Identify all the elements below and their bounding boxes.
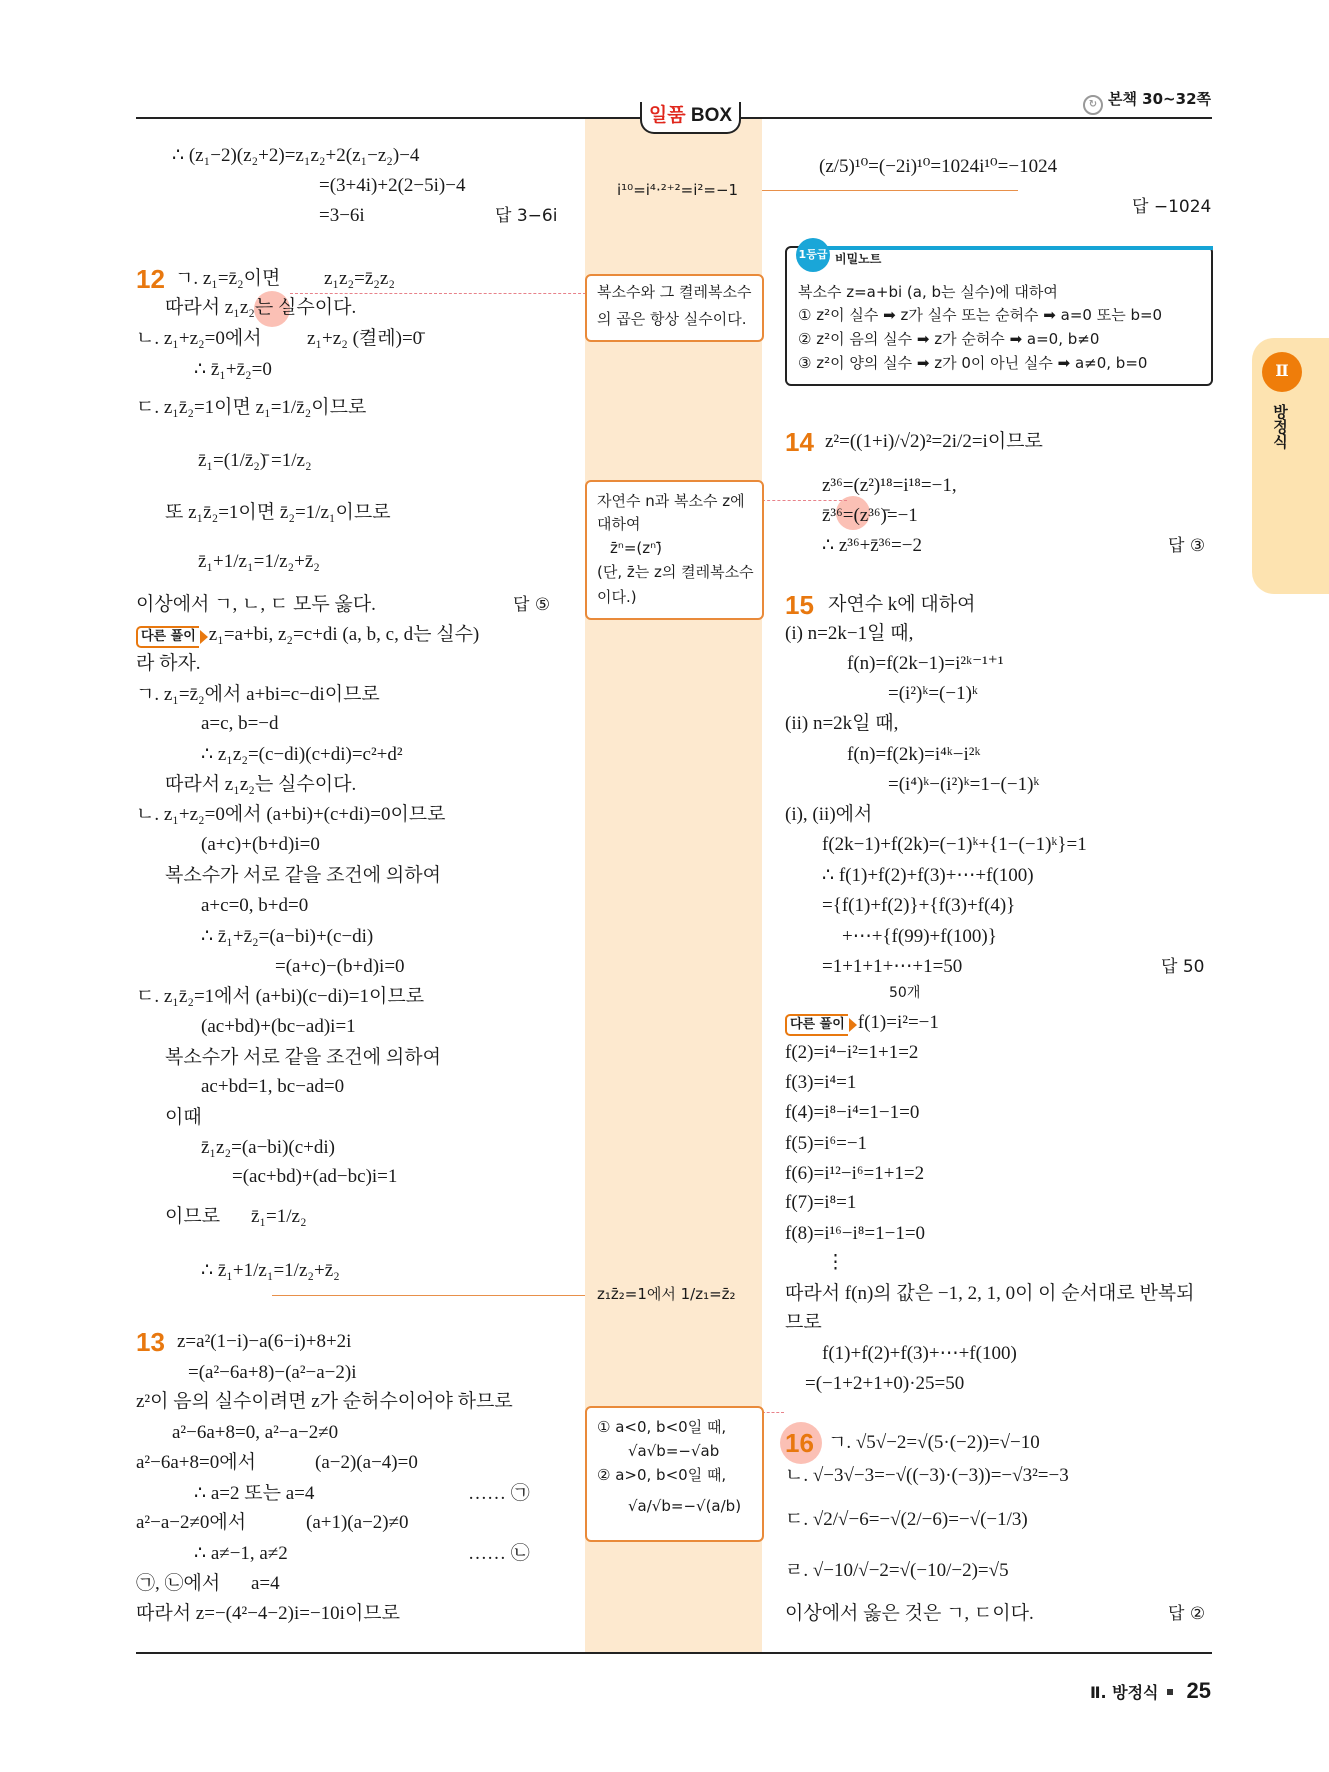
grade-badge: 1등급 bbox=[796, 238, 830, 272]
text-line: 따라서 z=−(4²−4−2)i=−10i이므로 bbox=[136, 1603, 401, 1624]
connector-line bbox=[272, 1295, 585, 1296]
problem-number: 14 bbox=[785, 427, 814, 457]
text-line: ⋮ bbox=[826, 1252, 845, 1273]
text-line: …… ㉡ bbox=[468, 1543, 530, 1564]
reference-text: 본책 30~32쪽 bbox=[1107, 90, 1211, 108]
text-line: f(1)+f(2)+f(3)+⋯+f(100) bbox=[822, 1343, 1017, 1364]
text-line: ㄱ. z₁=z̄₂이면 bbox=[175, 268, 281, 289]
text-line: (ii) n=2k일 때, bbox=[785, 713, 899, 734]
connector-line bbox=[762, 190, 1018, 191]
box-line: z̄ⁿ=(zⁿ)̄ bbox=[610, 539, 662, 557]
box-line: 복소수와 그 켤레복소수 bbox=[597, 283, 752, 301]
box-line: √a/√b=−√(a/b) bbox=[628, 1497, 742, 1515]
chapter-title: 방정식 bbox=[1271, 404, 1289, 449]
box-line: √a√b=−√ab bbox=[628, 1442, 720, 1460]
section-tab-b: BOX bbox=[690, 105, 733, 126]
text-line: f(6)=i¹²−i⁶=1+1=2 bbox=[785, 1163, 925, 1184]
problem-number: 13 bbox=[136, 1327, 165, 1357]
text-line: (a−2)(a−4)=0 bbox=[315, 1452, 418, 1473]
alt-solution-label: 다른 풀이 bbox=[136, 626, 199, 648]
text-line: ㄱ. z₁=z̄₂에서 a+bi=c−di이므로 bbox=[136, 684, 380, 705]
problem-number: 12 bbox=[136, 264, 165, 294]
box-line: ② a>0, b<0일 때, bbox=[597, 1466, 727, 1484]
text-line: f(2)=i⁴−i²=1+1=2 bbox=[785, 1042, 919, 1063]
secret-note-line: ① z²이 실수 ➡ z가 실수 또는 순허수 ➡ a=0 또는 b=0 bbox=[798, 306, 1163, 324]
text-line: 또 z₁z̄₂=1이면 z̄₂=1/z₁이므로 bbox=[165, 502, 391, 523]
text: f(1)=i²=−1 bbox=[857, 1012, 939, 1033]
answer: 답 −1024 bbox=[1132, 197, 1212, 217]
text-line: +⋯+{f(99)+f(100)} bbox=[842, 926, 997, 947]
connector-line bbox=[762, 500, 847, 501]
text-line: ㄱ. √5√−2=√(5·(−2))=√−10 bbox=[828, 1432, 1040, 1453]
text-line: f(n)=f(2k)=i⁴ᵏ−i²ᵏ bbox=[847, 744, 981, 765]
text-line: z³⁶=(z²)¹⁸=i¹⁸=−1, bbox=[822, 475, 957, 496]
answer: 답 ③ bbox=[1168, 536, 1206, 556]
text-line: a²−6a+8=0에서 bbox=[136, 1452, 256, 1473]
text-line bbox=[136, 623, 479, 648]
text-line: =(−1+2+1+0)·25=50 bbox=[805, 1373, 965, 1394]
text-line: =(ac+bd)+(ad−bc)i=1 bbox=[232, 1166, 398, 1187]
text-line: =1+1+1+⋯+1=50 bbox=[822, 956, 963, 977]
answer: 답 ② bbox=[1168, 1604, 1206, 1624]
text-line: =(i²)ᵏ=(−1)ᵏ bbox=[888, 683, 978, 704]
text-line: ac+bd=1, bc−ad=0 bbox=[201, 1076, 345, 1097]
bottom-rule bbox=[136, 1652, 1212, 1654]
text-line: 므로 bbox=[785, 1312, 822, 1333]
page-footer bbox=[1090, 1678, 1211, 1704]
text-line: (i) n=2k−1일 때, bbox=[785, 623, 914, 644]
problem-number: 15 bbox=[785, 590, 814, 620]
text-line: ㄴ. z₁+z₂=0에서 (a+bi)+(c+di)=0이므로 bbox=[136, 804, 446, 825]
text-line: z²이 음의 실수이려면 z가 순허수이어야 하므로 bbox=[136, 1391, 513, 1412]
text-line: a=4 bbox=[251, 1573, 280, 1594]
text-line bbox=[785, 1011, 939, 1036]
secret-note-line: 복소수 z=a+bi (a, b는 실수)에 대하여 bbox=[798, 283, 1058, 301]
arrow-circle-icon: ↻ bbox=[1083, 95, 1103, 115]
page-number: 25 bbox=[1186, 1678, 1211, 1703]
text-line: =(3+4i)+2(2−5i)−4 bbox=[319, 175, 466, 196]
text-line: ㄷ. √2/√−6=−√(2/−6)=−√(−1/3) bbox=[785, 1509, 1028, 1530]
text-line: (z/5)¹⁰=(−2i)¹⁰=1024i¹⁰=−1024 bbox=[819, 156, 1058, 177]
section-tab-a: 일품 bbox=[648, 105, 686, 126]
text-line: z̄₁z₂=(a−bi)(c+di) bbox=[201, 1137, 335, 1158]
text-line: z₁z₂=z̄₂z₂ bbox=[324, 268, 395, 289]
text-line: z̄₁=1/z₂ bbox=[251, 1206, 307, 1227]
text-line: a+c=0, b+d=0 bbox=[201, 895, 309, 916]
text-line: f(2k−1)+f(2k)=(−1)ᵏ+{1−(−1)ᵏ}=1 bbox=[822, 834, 1087, 855]
text-line: ㉠, ㉡에서 bbox=[136, 1573, 221, 1594]
text-line: ={f(1)+f(2)}+{f(3)+f(4)} bbox=[822, 895, 1016, 916]
answer: 답 50 bbox=[1161, 957, 1205, 977]
text-line: =(i⁴)ᵏ−(i²)ᵏ=1−(−1)ᵏ bbox=[888, 774, 1040, 795]
text-line: …… ㉠ bbox=[468, 1483, 530, 1504]
connector-line bbox=[290, 293, 586, 294]
text-line: (a+1)(a−2)≠0 bbox=[306, 1512, 409, 1533]
text-line: ∴ z̄₁+z̄₂=0 bbox=[194, 359, 272, 380]
problem-number: 16 bbox=[785, 1428, 814, 1458]
power-note: i¹⁰=i⁴·²⁺²=i²=−1 bbox=[617, 181, 739, 199]
text-line: ∴ z̄₁+1/z₁=1/z₂+z̄₂ bbox=[201, 1260, 340, 1281]
text-line: ∴ z₁z₂=(c−di)(c+di)=c²+d² bbox=[201, 744, 403, 765]
text-line: (i), (ii)에서 bbox=[785, 804, 873, 825]
text-line: 따라서 f(n)의 값은 −1, 2, 1, 0이 이 순서대로 반복되 bbox=[785, 1283, 1195, 1304]
text-line: 복소수가 서로 같을 조건에 의하여 bbox=[165, 1047, 441, 1068]
footer-separator bbox=[1167, 1689, 1173, 1695]
text-line: ㄴ. √−3√−3=−√((−3)·(−3))=−√3²=−3 bbox=[785, 1465, 1069, 1486]
text-line: ∴ z³⁶+z̄³⁶=−2 bbox=[822, 535, 922, 556]
text-line: 자연수 k에 대하여 bbox=[828, 594, 976, 615]
text-line: 이므로 bbox=[165, 1206, 221, 1227]
text-line: ㄷ. z₁z̄₂=1에서 (a+bi)(c−di)=1이므로 bbox=[136, 986, 425, 1007]
text-line: 이상에서 옳은 것은 ㄱ, ㄷ이다. bbox=[785, 1603, 1034, 1624]
text-line: (a+c)+(b+d)i=0 bbox=[201, 834, 320, 855]
text-line: f(n)=f(2k−1)=i²ᵏ⁻¹⁺¹ bbox=[847, 653, 1004, 674]
text-line: a=c, b=−d bbox=[201, 713, 279, 734]
text-line: =(a²−6a+8)−(a²−a−2)i bbox=[188, 1362, 357, 1383]
text-line: z̄₁=(1/z̄₂)̄ =1/z₂ bbox=[198, 450, 312, 471]
text-line: f(3)=i⁴=1 bbox=[785, 1072, 857, 1093]
text-line: a²−a−2≠0에서 bbox=[136, 1512, 247, 1533]
box-line: 의 곱은 항상 실수이다. bbox=[597, 310, 747, 328]
text-line: 따라서 z₁z₂는 실수이다. bbox=[165, 297, 357, 318]
text-line: f(5)=i⁶=−1 bbox=[785, 1133, 868, 1154]
text-line: z̄³⁶=(z³⁶)̄=−1 bbox=[822, 505, 918, 526]
text-line: 복소수가 서로 같을 조건에 의하여 bbox=[165, 865, 441, 886]
text-line: f(4)=i⁸−i⁴=1−1=0 bbox=[785, 1102, 920, 1123]
secret-note-line: ② z²이 음의 실수 ➡ z가 순허수 ➡ a=0, b≠0 bbox=[798, 330, 1100, 348]
box-line: (단, z̄는 z의 켤레복소수 bbox=[597, 563, 754, 581]
text-line: 라 하자. bbox=[136, 653, 201, 674]
connector-line bbox=[762, 1412, 784, 1413]
text-line: =(a+c)−(b+d)i=0 bbox=[275, 956, 405, 977]
text-line: z²=((1+i)/√2)²=2i/2=i이므로 bbox=[825, 431, 1043, 452]
text-line: (ac+bd)+(bc−ad)i=1 bbox=[201, 1016, 356, 1037]
text-line: f(7)=i⁸=1 bbox=[785, 1192, 857, 1213]
answer: 답 ⑤ bbox=[513, 595, 551, 615]
chapter-side-tab[interactable] bbox=[1252, 338, 1329, 594]
section-tab bbox=[640, 102, 741, 134]
text-line: ∴ a≠−1, a≠2 bbox=[194, 1543, 288, 1564]
text-line: 이때 bbox=[165, 1107, 202, 1128]
text-line: 따라서 z₁z₂는 실수이다. bbox=[165, 774, 357, 795]
text-line: z=a²(1−i)−a(6−i)+8+2i bbox=[177, 1331, 352, 1352]
condition-note: z₁z̄₂=1에서 1/z₁=z̄₂ bbox=[597, 1285, 736, 1303]
text-line: ㄷ. z₁z̄₂=1이면 z₁=1/z̄₂이므로 bbox=[136, 397, 367, 418]
box-line: 자연수 n과 복소수 z에 bbox=[597, 492, 745, 510]
text-line: a²−6a+8=0, a²−a−2≠0 bbox=[172, 1422, 339, 1443]
text-line: ㄴ. z₁+z₂=0에서 bbox=[136, 328, 262, 349]
text-line: f(8)=i¹⁶−i⁸=1−1=0 bbox=[785, 1223, 926, 1244]
text: z₁=a+bi, z₂=c+di (a, b, c, d는 실수) bbox=[208, 624, 480, 645]
answer: 답 3−6i bbox=[495, 206, 558, 226]
text-line: ㄹ. √−10/√−2=√(−10/−2)=√5 bbox=[785, 1560, 1009, 1581]
page-reference bbox=[1083, 88, 1211, 115]
footer-chapter: Ⅱ. 방정식 bbox=[1089, 1683, 1159, 1702]
text-line: ∴ f(1)+f(2)+f(3)+⋯+f(100) bbox=[822, 865, 1034, 886]
alt-solution-label: 다른 풀이 bbox=[785, 1014, 848, 1036]
text-line: ∴ z̄₁+z̄₂=(a−bi)+(c−di) bbox=[201, 926, 374, 947]
text-line: ∴ a=2 또는 a=4 bbox=[194, 1483, 315, 1504]
box-line: ① a<0, b<0일 때, bbox=[597, 1418, 727, 1436]
chapter-numeral: Ⅱ bbox=[1262, 352, 1302, 392]
secret-note-title: 비밀노트 bbox=[835, 252, 882, 266]
text-line: z̄₁+1/z₁=1/z₂+z̄₂ bbox=[198, 551, 320, 572]
text-line: z₁+z₂ (켤레)=0̄ bbox=[307, 328, 423, 349]
box-line: 이다.) bbox=[597, 588, 637, 606]
brace-label: 50개 bbox=[889, 985, 921, 1001]
text-line: ∴ (z₁−2)(z₂+2)=z₁z₂+2(z₁−z₂)−4 bbox=[172, 145, 420, 166]
text-line: 이상에서 ㄱ, ㄴ, ㄷ 모두 옳다. bbox=[136, 594, 376, 615]
box-line: 대하여 bbox=[597, 515, 641, 533]
text-line: =3−6i bbox=[319, 205, 365, 226]
secret-note-line: ③ z²이 양의 실수 ➡ z가 0이 아닌 실수 ➡ a≠0, b=0 bbox=[798, 354, 1148, 372]
